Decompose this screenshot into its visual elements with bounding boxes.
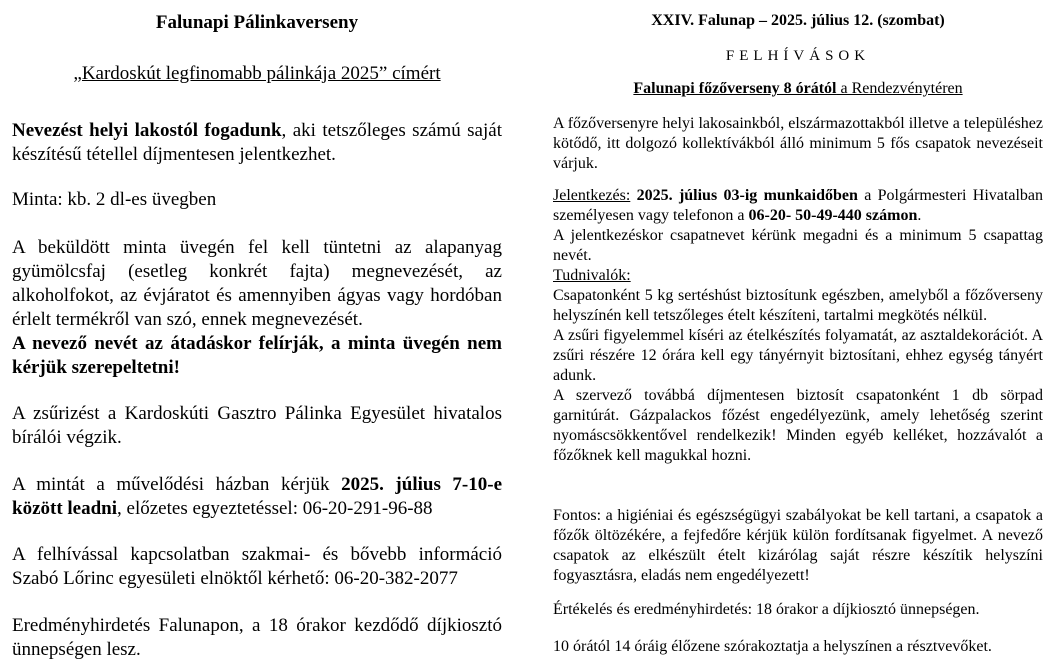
registration-phone: 06-20- 50-49-440 számon — [748, 207, 918, 224]
results-paragraph: Eredményhirdetés Falunapon, a 18 órakor kezdődő díjkiosztó ünnepségen lesz. — [12, 615, 502, 660]
entry-paragraph — [12, 119, 502, 167]
music-paragraph: 10 órától 14 óráig élőzene szórakoztatja a helyszínen a résztvevőket. — [553, 638, 992, 655]
registration-end: . — [917, 207, 922, 224]
event-bold: Falunapi főzőverseny 8 órától — [633, 80, 837, 97]
contest-subtitle: „Kardoskút legfinomabb pálinkája 2025” címért — [73, 63, 441, 84]
entry-bold: Nevezést helyi lakostól fogadunk — [12, 120, 282, 141]
label-text: A beküldött minta üvegén fel kell tüntetni az alapanyag gyümölcsfaj (esetleg konkrét fajta) megnevezését, az alkoholfokot, az évjáratot és amennyiben ágyas vagy hordóban érlelt termékről van szó, ennek megnevezését. — [12, 237, 502, 330]
notes-jury: A zsűri figyelemmel kíséri az ételkészítés folyamatát, az asztaldekorációt. A zsűri részére 12 órára kell egy tányérnyit biztosítani, ehhez egység tányért adunk. — [553, 327, 1043, 384]
falunap-header: XXIV. Falunap – 2025. július 12. (szombat) — [651, 12, 945, 29]
registration-label: Jelentkezés: — [553, 187, 631, 204]
deliver-post: , előzetes egyeztetéssel: 06-20-291-96-88 — [117, 498, 433, 519]
registration-text: a Polgármesteri Hivatalban személyesen vagy telefonon a — [553, 187, 1044, 224]
sample-paragraph: Minta: kb. 2 dl-es üvegben — [12, 189, 217, 210]
deliver-pre: A mintát a művelődési házban kérjük — [12, 474, 342, 495]
evaluation-paragraph: Értékelés és eredményhirdetés: 18 órakor a díjkiosztó ünnepségen. — [553, 601, 980, 618]
deliver-bold: 2025. július 7-10-e között leadni — [12, 474, 503, 519]
entry-text: , aki tetszőleges számú saját készítésű tétellel díjmentesen jelentkezhet. — [12, 120, 502, 165]
cooking-event-heading — [553, 79, 1043, 99]
jury-paragraph: A zsűrizést a Kardoskúti Gasztro Pálinka Egyesület hivatalos bírálói végzik. — [12, 403, 502, 448]
contest-title: Falunapi Pálinkaverseny — [155, 12, 359, 33]
notes-label: Tudnivalók: — [553, 267, 631, 284]
registration-paragraph — [553, 186, 1043, 466]
event-rest: a Rendezvénytéren — [836, 80, 963, 97]
registration-deadline: 2025. július 03-ig munkaidőben — [630, 187, 858, 204]
registration-requirement: A jelentkezéskor csapatnevet kérünk megadni és a minimum 5 csapattag nevét. — [553, 227, 1043, 264]
important-paragraph: Fontos: a higiéniai és egészségügyi szabályokat be kell tartani, a csapatok a főzők öltözékére, a fejfedőre kérjük külön fordítsanak figyelmet. A nevező csapatok az elkészült ételt kizárólag saját részre készítik helyszíni fogyasztásra, eladás nem engedélyezett! — [553, 507, 1043, 584]
notes-organizer: A szervező továbbá díjmentesen biztosít csapatonként 1 db sörpad garnitúrát. Gázpalackos főzést engedélyezünk, amely lehetőség szerint nyomáscsökkentővel rendelkezik! Minden egyéb kelléket, hozzávalót a főzőknek kell magukkal hozni. — [553, 387, 1043, 464]
label-paragraph — [12, 236, 502, 380]
label-bold: A nevező nevét az átadáskor felírják, a minta üvegén nem kérjük szerepeltetni! — [12, 333, 502, 378]
notes-meat: Csapatonként 5 kg sertéshúst biztosítunk egészben, amelyből a főzőverseny helyszínén kell tetszőleges ételt készíteni, tartalmi megkötés nélkül. — [553, 287, 1043, 324]
intro-paragraph: A főzőversenyre helyi lakosainkból, elszármazottakból illetve a településhez kötődő, itt dolgozó kollektívákból álló minimum 5 fős csapatok nevezéseit várjuk. — [553, 115, 1043, 172]
info-paragraph: A felhívással kapcsolatban szakmai- és bővebb információ Szabó Lőrinc egyesületi elnöktől kérhető: 06-20-382-2077 — [12, 544, 502, 589]
deliver-paragraph — [12, 473, 502, 521]
calls-heading: FELHÍVÁSOK — [725, 48, 871, 64]
